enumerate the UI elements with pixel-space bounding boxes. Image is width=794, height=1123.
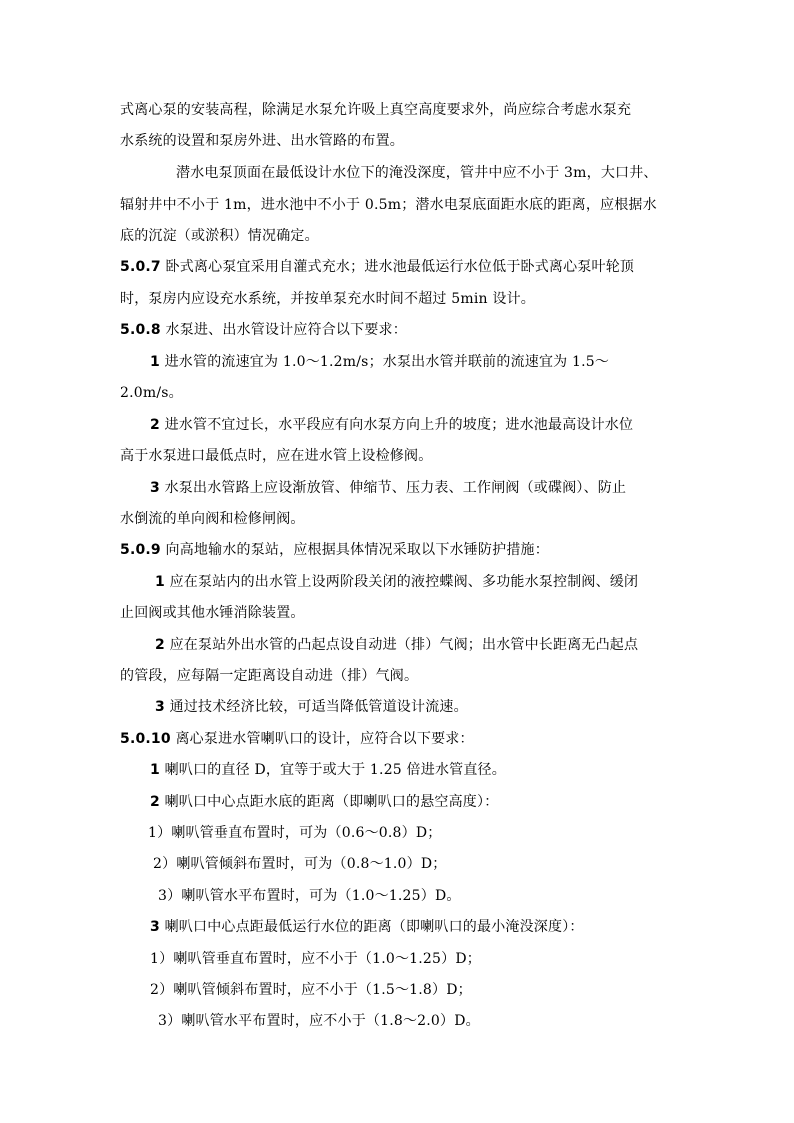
text-line: 的管段，应每隔一定距离设自动进（排）气阀。 [120,668,419,684]
text-line: 潜水电泵顶面在最低设计水位下的淹没深度，管井中应不小于 3m，大口井、 [176,165,658,181]
sub-item-2: 2）喇叭管倾斜布置时，应不小于（1.5～1.8）D； [150,982,472,998]
text-line: 高于水泵进口最低点时，应在进水管上设检修阀。 [120,448,433,464]
item-1: 1 进水管的流速宜为 1.0～1.2m/s；水泵出水管并联前的流速宜为 1.5～ [150,354,610,370]
text-line: 止回阀或其他水锤消除装置。 [120,605,305,621]
sub-item-2: 2）喇叭管倾斜布置时，可为（0.8～1.0）D； [153,856,447,872]
item-3: 3 水泵出水管路上应设渐放管、伸缩节、压力表、工作闸阀（或碟阀）、防止 [150,480,627,496]
text-line: 水倒流的单向阀和检修闸阀。 [120,511,305,527]
text-line: 时，泵房内应设充水系统，并按单泵充水时间不超过 5min 设计。 [120,291,535,307]
item-1: 1 应在泵站内的出水管上设两阶段关闭的液控蝶阀、多功能水泵控制阀、缓闭 [155,574,639,590]
item-3: 3 通过技术经济比较，可适当降低管道设计流速。 [155,699,468,715]
item-2: 2 喇叭口中心点距水底的距离（即喇叭口的悬空高度）： [150,794,499,810]
text-line: 式离心泵的安装高程，除满足水泵允许吸上真空高度要求外，尚应综合考虑水泵充 [120,102,632,118]
clause-5-0-10: 5.0.10 离心泵进水管喇叭口的设计，应符合以下要求： [120,731,474,747]
item-1: 1 喇叭口的直径 D，宜等于或大于 1.25 倍进水管直径。 [150,762,506,778]
sub-item-3: 3）喇叭管水平布置时，应不小于（1.8～2.0）D。 [158,1013,480,1029]
item-3: 3 喇叭口中心点距最低运行水位的距离（即喇叭口的最小淹没深度）： [150,919,584,935]
clause-5-0-9: 5.0.9 向高地输水的泵站，应根据具体情况采取以下水锤防护措施： [120,542,549,558]
text-line: 水系统的设置和泵房外进、出水管路的布置。 [120,133,404,149]
item-2: 2 进水管不宜过长，水平段应有向水泵方向上升的坡度；进水池最高设计水位 [150,417,634,433]
sub-item-1: 1）喇叭管垂直布置时，可为（0.6～0.8）D； [148,825,442,841]
sub-item-1: 1）喇叭管垂直布置时，应不小于（1.0～1.25）D； [150,951,481,967]
text-line: 2.0m/s。 [120,385,183,401]
text-line: 底的沉淀（或淤积）情况确定。 [120,228,319,244]
sub-item-3: 3）喇叭管水平布置时，可为（1.0～1.25）D。 [158,888,461,904]
clause-5-0-7: 5.0.7 卧式离心泵宜采用自灌式充水；进水池最低运行水位低于卧式离心泵叶轮顶 [120,259,635,275]
text-line: 辐射井中不小于 1m，进水池中不小于 0.5m；潜水电泵底面距水底的距离，应根据水 [120,197,657,213]
item-2: 2 应在泵站外出水管的凸起点设自动进（排）气阀；出水管中长距离无凸起点 [155,637,639,653]
clause-5-0-8: 5.0.8 水泵进、出水管设计应符合以下要求： [120,322,407,338]
